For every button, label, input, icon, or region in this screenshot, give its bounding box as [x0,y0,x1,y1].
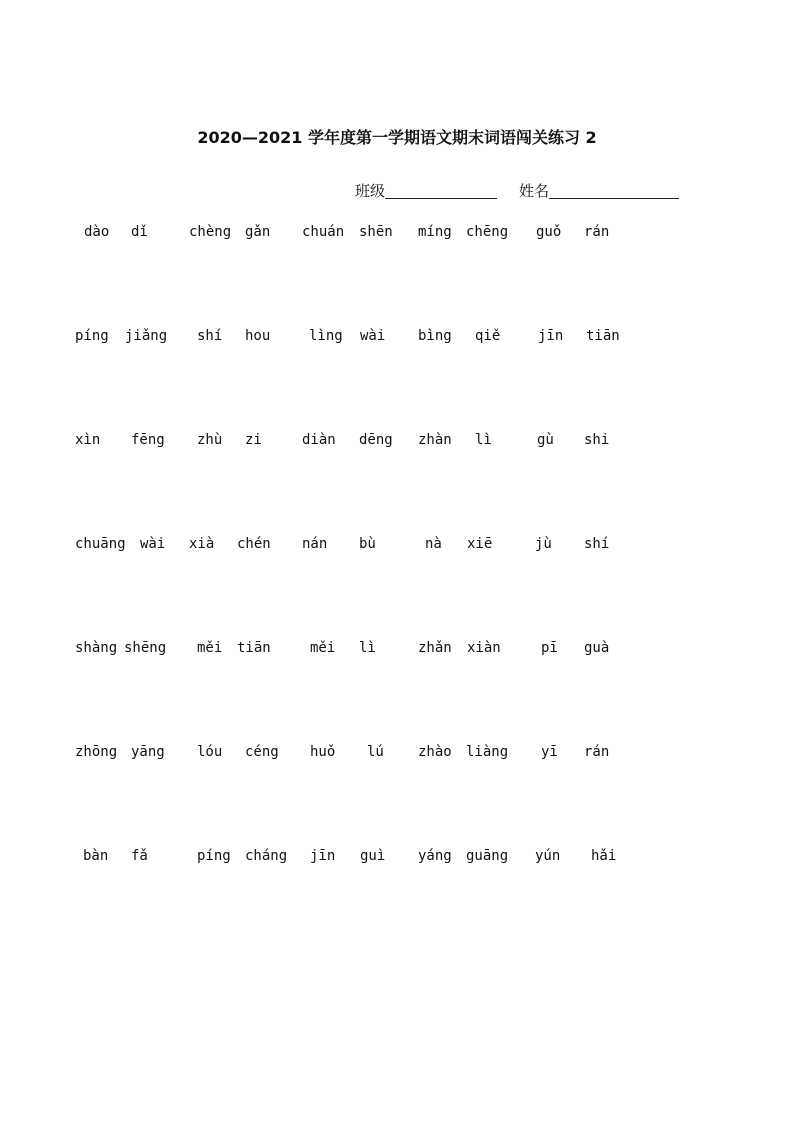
pinyin-syllable: jiǎng [125,328,168,344]
pinyin-syllable: shēng [124,640,167,656]
pinyin-row [0,224,794,246]
pinyin-syllable: guǒ [536,224,562,240]
pinyin-syllable: píng [197,848,231,864]
pinyin-syllable: shí [197,328,223,344]
pinyin-syllable: tiān [237,640,271,656]
pinyin-syllable: lú [367,744,384,760]
pinyin-syllable: jù [535,536,552,552]
pinyin-syllable: míng [418,224,452,240]
pinyin-syllable: shí [584,536,610,552]
pinyin-syllable: shēn [359,224,393,240]
pinyin-syllable: zhǎn [418,640,452,656]
pinyin-syllable: diàn [302,432,336,448]
pinyin-syllable: rán [584,224,610,240]
pinyin-syllable: xiē [467,536,493,552]
student-info-line [355,180,679,201]
pinyin-syllable: zhōng [75,744,118,760]
pinyin-syllable: bìng [418,328,452,344]
pinyin-syllable: bù [359,536,376,552]
pinyin-syllable: gù [537,432,554,448]
name-label: 姓名 [519,182,550,200]
pinyin-syllable: yī [541,744,558,760]
pinyin-syllable: zhù [197,432,223,448]
class-blank [385,182,497,199]
pinyin-syllable: xià [189,536,215,552]
pinyin-syllable: guì [360,848,386,864]
pinyin-syllable: chuāng [75,536,126,552]
pinyin-syllable: xìn [75,432,101,448]
pinyin-syllable: hǎi [591,848,617,864]
pinyin-syllable: fēng [131,432,165,448]
pinyin-row [0,640,794,662]
pinyin-syllable: pī [541,640,558,656]
pinyin-syllable: huǒ [310,744,336,760]
pinyin-syllable: wài [140,536,166,552]
pinyin-syllable: dǐ [131,224,148,240]
pinyin-syllable: guà [584,640,610,656]
pinyin-syllable: píng [75,328,109,344]
pinyin-syllable: guāng [466,848,509,864]
pinyin-syllable: měi [197,640,223,656]
pinyin-row [0,328,794,350]
pinyin-syllable: liàng [466,744,509,760]
pinyin-row [0,536,794,558]
pinyin-syllable: rán [584,744,610,760]
pinyin-syllable: shàng [75,640,118,656]
pinyin-syllable: fǎ [131,848,148,864]
pinyin-syllable: xiàn [467,640,501,656]
pinyin-syllable: yún [535,848,561,864]
pinyin-syllable: yāng [131,744,165,760]
name-blank [549,182,679,199]
pinyin-syllable: jīn [310,848,336,864]
pinyin-syllable: zhàn [418,432,452,448]
pinyin-syllable: chuán [302,224,345,240]
pinyin-syllable: wài [360,328,386,344]
pinyin-syllable: qiě [475,328,501,344]
pinyin-syllable: lì [475,432,492,448]
pinyin-syllable: jīn [538,328,564,344]
pinyin-row [0,848,794,870]
pinyin-syllable: dēng [359,432,393,448]
pinyin-syllable: gǎn [245,224,271,240]
pinyin-syllable: chèng [189,224,232,240]
pinyin-syllable: céng [245,744,279,760]
pinyin-syllable: nán [302,536,328,552]
pinyin-syllable: nà [425,536,442,552]
pinyin-syllable: dào [84,224,110,240]
pinyin-syllable: shi [584,432,610,448]
pinyin-syllable: tiān [586,328,620,344]
pinyin-row [0,744,794,766]
class-label: 班级 [355,182,386,200]
pinyin-syllable: hou [245,328,271,344]
pinyin-syllable: chén [237,536,271,552]
pinyin-syllable: zi [245,432,262,448]
pinyin-syllable: chēng [466,224,509,240]
pinyin-syllable: lìng [309,328,343,344]
pinyin-syllable: yáng [418,848,452,864]
pinyin-syllable: cháng [245,848,288,864]
pinyin-syllable: bàn [83,848,109,864]
page-title: 2020—2021 学年度第一学期语文期末词语闯关练习 2 [197,128,597,147]
pinyin-syllable: zhào [418,744,452,760]
pinyin-syllable: lóu [197,744,223,760]
pinyin-syllable: lì [359,640,376,656]
pinyin-syllable: měi [310,640,336,656]
pinyin-row [0,432,794,454]
